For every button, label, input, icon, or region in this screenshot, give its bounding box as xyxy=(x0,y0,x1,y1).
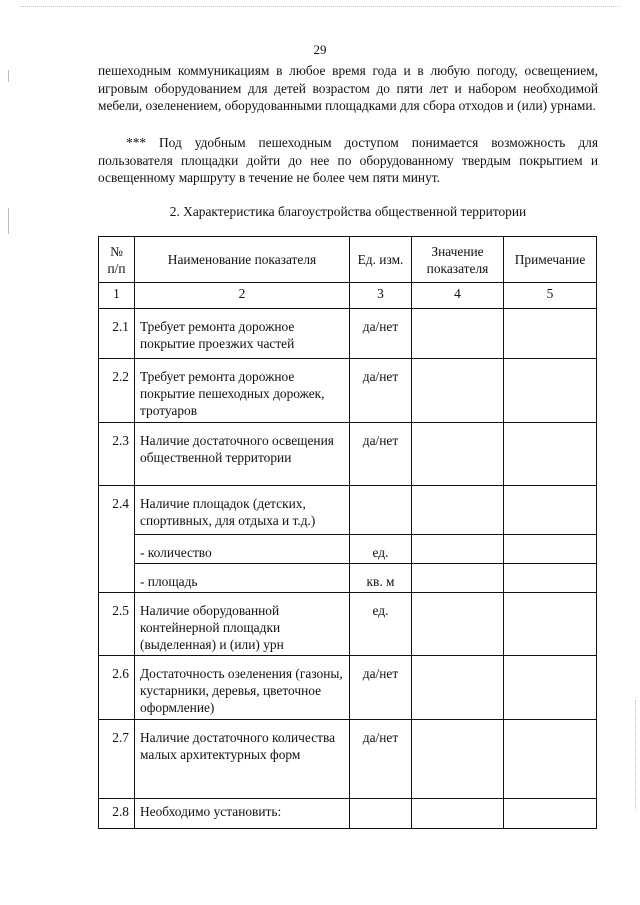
table-row xyxy=(99,799,597,829)
column-number: 3 xyxy=(350,283,412,309)
column-number: 4 xyxy=(412,283,504,309)
row-num: 2.2 xyxy=(99,359,135,423)
header-value: Значение показателя xyxy=(412,237,504,283)
row-value xyxy=(412,656,504,720)
row-value xyxy=(412,593,504,656)
row-value xyxy=(412,359,504,423)
row-name: Наличие площадок (детских, спортивных, для отдыха и т.д.) xyxy=(135,486,350,535)
column-number-row xyxy=(99,283,597,309)
header-name: Наименование показателя xyxy=(135,237,350,283)
row-unit: кв. м xyxy=(350,564,412,593)
row-value xyxy=(412,720,504,799)
row-num: 2.8 xyxy=(99,799,135,829)
row-name: Требует ремонта дорожное покрытие проезжих частей xyxy=(135,309,350,359)
scan-edge-mark xyxy=(8,70,9,82)
row-note xyxy=(504,799,597,829)
row-unit: да/нет xyxy=(350,309,412,359)
row-name: Наличие достаточного количества малых архитектурных форм xyxy=(135,720,350,799)
section-title: 2. Характеристика благоустройства общественной территории xyxy=(169,204,527,219)
header-num: № п/п xyxy=(99,237,135,283)
row-unit xyxy=(350,799,412,829)
row-unit: да/нет xyxy=(350,359,412,423)
row-value xyxy=(412,309,504,359)
table-row xyxy=(99,656,597,720)
row-note xyxy=(504,423,597,486)
table-row xyxy=(99,564,597,593)
row-name: Наличие оборудованной контейнерной площадки (выделенная) и (или) урн xyxy=(135,593,350,656)
column-number: 5 xyxy=(504,283,597,309)
row-unit: да/нет xyxy=(350,423,412,486)
row-unit: да/нет xyxy=(350,720,412,799)
table-row xyxy=(99,593,597,656)
row-note xyxy=(504,486,597,535)
scan-artifact-line xyxy=(20,6,620,7)
paragraph-continuation: пешеходным коммуникациям в любое время года и в любую погоду, освещением, игровым оборудованием для детей возрастом до пяти лет и набором необходимой мебели, озеленением, оборудованными площадками для сбора отходов и (или) урнами. xyxy=(98,63,598,113)
characteristics-table xyxy=(98,236,597,829)
row-unit xyxy=(350,486,412,535)
row-value xyxy=(412,423,504,486)
scan-edge-dots xyxy=(635,700,636,810)
row-num: 2.4 xyxy=(99,486,135,593)
table-row xyxy=(99,359,597,423)
row-name: - количество xyxy=(135,535,350,564)
table-row xyxy=(99,309,597,359)
row-note xyxy=(504,720,597,799)
header-note: Примечание xyxy=(504,237,597,283)
row-value xyxy=(412,564,504,593)
table-row xyxy=(99,486,597,535)
table-row xyxy=(99,720,597,799)
header-unit: Ед. изм. xyxy=(350,237,412,283)
table-row xyxy=(99,535,597,564)
row-name: Достаточность озеленения (газоны, кустарники, деревья, цветочное оформление) xyxy=(135,656,350,720)
row-num: 2.1 xyxy=(99,309,135,359)
table-row xyxy=(99,423,597,486)
row-value xyxy=(412,535,504,564)
row-unit: ед. xyxy=(350,535,412,564)
row-note xyxy=(504,656,597,720)
row-unit: да/нет xyxy=(350,656,412,720)
row-num: 2.7 xyxy=(99,720,135,799)
row-note xyxy=(504,564,597,593)
row-note xyxy=(504,309,597,359)
row-name: Требует ремонта дорожное покрытие пешеходных дорожек, тротуаров xyxy=(135,359,350,423)
page-number: 29 xyxy=(313,42,327,57)
row-name: Наличие достаточного освещения общественной территории xyxy=(135,423,350,486)
row-value xyxy=(412,799,504,829)
scan-edge-mark xyxy=(8,208,9,234)
row-note xyxy=(504,593,597,656)
row-num: 2.3 xyxy=(99,423,135,486)
row-note xyxy=(504,359,597,423)
row-note xyxy=(504,535,597,564)
table-header-row xyxy=(99,237,597,283)
row-num: 2.6 xyxy=(99,656,135,720)
column-number: 2 xyxy=(135,283,350,309)
column-number: 1 xyxy=(99,283,135,309)
footnote-text: *** Под удобным пешеходным доступом понимается возможность для пользователя площадки дойти до нее по оборудованному твердым покрытием и освещенному маршруту в течение не более чем пяти минут. xyxy=(98,135,598,185)
paragraph-footnote xyxy=(98,134,598,187)
row-name: Необходимо установить: xyxy=(135,799,350,829)
row-name: - площадь xyxy=(135,564,350,593)
row-value xyxy=(412,486,504,535)
row-unit: ед. xyxy=(350,593,412,656)
row-num: 2.5 xyxy=(99,593,135,656)
